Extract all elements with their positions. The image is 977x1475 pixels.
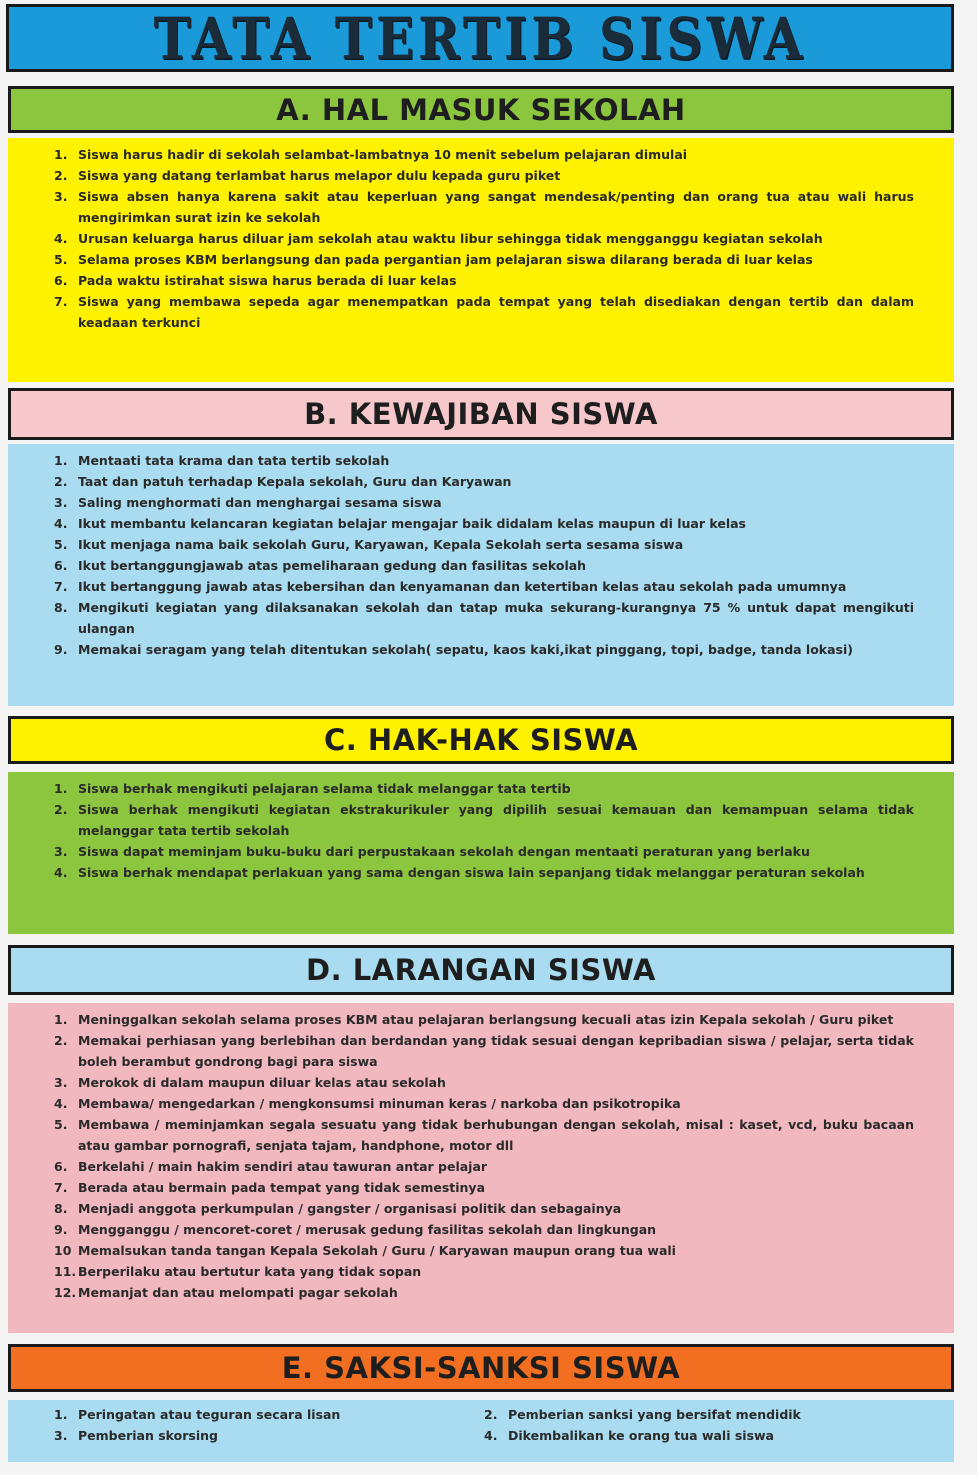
- item-number: 6.: [54, 558, 68, 573]
- section-c-heading: C. HAK-HAK SISWA: [323, 723, 639, 757]
- item-text: Siswa harus hadir di sekolah selambat-lambatnya 10 menit sebelum pelajaran dimulai: [78, 147, 688, 162]
- section-c-header: [8, 716, 954, 764]
- item-number: 8.: [54, 600, 68, 615]
- section-d-body: [8, 1003, 954, 1333]
- list-item: [54, 471, 914, 492]
- item-text: Meninggalkan sekolah selama proses KBM atau pelajaran berlangsung kecuali atas izin Kepala sekolah / Guru piket: [78, 1012, 894, 1027]
- section-e-columns: [54, 1404, 914, 1446]
- item-number: 10: [54, 1243, 72, 1258]
- item-text: Urusan keluarga harus diluar jam sekolah atau waktu libur sehingga tidak mengganggu kegiatan sekolah: [78, 231, 823, 246]
- list-item: [54, 1009, 914, 1030]
- list-item: [54, 1240, 914, 1261]
- item-number: 11.: [54, 1264, 77, 1279]
- list-item: [54, 576, 914, 597]
- title-banner: [6, 4, 954, 72]
- item-text: Siswa berhak mengikuti kegiatan ekstrakurikuler yang dipilih sesuai kemauan dan kemampuan selama tidak melanggar tata tertib sekolah: [78, 802, 914, 838]
- list-item: [484, 1404, 914, 1425]
- item-text: Memakai perhiasan yang berlebihan dan berdandan yang tidak sesuai dengan kepribadian siswa / pelajar, serta tidak boleh berambut gondrong bagi para siswa: [78, 1033, 914, 1069]
- item-text: Pemberian sanksi yang bersifat mendidik: [508, 1407, 801, 1422]
- list-item: [54, 841, 914, 862]
- section-b-body: [8, 444, 954, 706]
- item-text: Membawa / meminjamkan segala sesuatu yang tidak berhubungan dengan sekolah, misal : kaset, vcd, buku bacaan atau gambar pornografi, senjata tajam, handphone, motor dll: [78, 1117, 914, 1153]
- item-text: Siswa berhak mengikuti pelajaran selama tidak melanggar tata tertib: [78, 781, 571, 796]
- item-number: 3.: [54, 1075, 68, 1090]
- item-number: 7.: [54, 294, 68, 309]
- list-item: [54, 1219, 914, 1240]
- item-text: Berada atau bermain pada tempat yang tidak semestinya: [78, 1180, 486, 1195]
- item-number: 7.: [54, 1180, 68, 1195]
- section-c-body: [8, 772, 954, 934]
- list-item: [54, 1425, 484, 1446]
- item-text: Mentaati tata krama dan tata tertib sekolah: [78, 453, 390, 468]
- item-text: Membawa/ mengedarkan / mengkonsumsi minuman keras / narkoba dan psikotropika: [78, 1096, 681, 1111]
- item-text: Memanjat dan atau melompati pagar sekolah: [78, 1285, 398, 1300]
- item-number: 4.: [54, 1096, 68, 1111]
- list-item: [54, 144, 914, 165]
- list-item: [54, 1030, 914, 1072]
- list-item: [54, 1261, 914, 1282]
- section-e-heading: E. SAKSI-SANKSI SISWA: [281, 1351, 681, 1385]
- item-text: Selama proses KBM berlangsung dan pada pergantian jam pelajaran siswa dilarang berada di luar kelas: [78, 252, 813, 267]
- list-item: [54, 597, 914, 639]
- item-number: 6.: [54, 1159, 68, 1174]
- item-number: 3.: [54, 189, 68, 204]
- list-item: [54, 862, 914, 883]
- list-item: [54, 1114, 914, 1156]
- list-item: [54, 1198, 914, 1219]
- list-item: [54, 228, 914, 249]
- section-b-heading: B. KEWAJIBAN SISWA: [304, 397, 658, 431]
- section-e-list-right: [484, 1404, 914, 1446]
- item-text: Berperilaku atau bertutur kata yang tidak sopan: [78, 1264, 422, 1279]
- section-a-body: [8, 138, 954, 382]
- item-text: Saling menghormati dan menghargai sesama siswa: [78, 495, 442, 510]
- item-text: Siswa yang datang terlambat harus melapor dulu kepada guru piket: [78, 168, 561, 183]
- item-number: 4.: [54, 516, 68, 531]
- item-number: 2.: [54, 168, 68, 183]
- item-text: Siswa absen hanya karena sakit atau keperluan yang sangat mendesak/penting dan orang tua atau wali harus mengirimkan surat izin ke sekolah: [78, 189, 914, 225]
- item-number: 2.: [54, 474, 68, 489]
- section-b-list: [54, 450, 914, 660]
- item-text: Mengganggu / mencoret-coret / merusak gedung fasilitas sekolah dan lingkungan: [78, 1222, 657, 1237]
- list-item: [54, 555, 914, 576]
- item-text: Berkelahi / main hakim sendiri atau tawuran antar pelajar: [78, 1159, 488, 1174]
- item-text: Ikut bertanggung jawab atas kebersihan dan kenyamanan dan ketertiban kelas atau sekolah pada umumnya: [78, 579, 847, 594]
- item-number: 1.: [54, 453, 68, 468]
- item-number: 3.: [54, 1428, 68, 1443]
- list-item: [54, 249, 914, 270]
- list-item: [54, 1093, 914, 1114]
- item-number: 8.: [54, 1201, 68, 1216]
- item-text: Ikut bertanggungjawab atas pemeliharaan gedung dan fasilitas sekolah: [78, 558, 587, 573]
- section-d-heading: D. LARANGAN SISWA: [306, 953, 656, 987]
- item-number: 4.: [54, 865, 68, 880]
- item-number: 1.: [54, 1012, 68, 1027]
- list-item: [54, 270, 914, 291]
- item-number: 12.: [54, 1285, 77, 1300]
- list-item: [54, 534, 914, 555]
- list-item: [54, 1404, 484, 1425]
- section-b-header: [8, 388, 954, 440]
- item-text: Merokok di dalam maupun diluar kelas atau sekolah: [78, 1075, 446, 1090]
- item-text: Siswa yang membawa sepeda agar menempatkan pada tempat yang telah disediakan dengan tertib dan dalam keadaan terkunci: [78, 294, 914, 330]
- list-item: [54, 165, 914, 186]
- item-text: Ikut membantu kelancaran kegiatan belajar mengajar baik didalam kelas maupun di luar kelas: [78, 516, 746, 531]
- item-number: 1.: [54, 147, 68, 162]
- item-number: 1.: [54, 781, 68, 796]
- item-number: 2.: [54, 802, 68, 817]
- list-item: [54, 513, 914, 534]
- section-d-header: [8, 945, 954, 995]
- list-item: [54, 1177, 914, 1198]
- item-number: 5.: [54, 252, 68, 267]
- item-text: Taat dan patuh terhadap Kepala sekolah, Guru dan Karyawan: [78, 474, 512, 489]
- item-text: Memalsukan tanda tangan Kepala Sekolah / Guru / Karyawan maupun orang tua wali: [78, 1243, 676, 1258]
- list-item: [54, 1156, 914, 1177]
- section-a-header: [8, 86, 954, 133]
- section-c-list: [54, 778, 914, 883]
- list-item: [54, 186, 914, 228]
- item-number: 5.: [54, 537, 68, 552]
- item-number: 2.: [54, 1033, 68, 1048]
- item-text: Mengikuti kegiatan yang dilaksanakan sekolah dan tatap muka sekurang-kurangnya 75 % untuk dapat mengikuti ulangan: [78, 600, 914, 636]
- item-number: 9.: [54, 1222, 68, 1237]
- section-e-list-left: [54, 1404, 484, 1446]
- list-item: [484, 1425, 914, 1446]
- section-a-heading: A. HAL MASUK SEKOLAH: [276, 92, 686, 127]
- item-text: Pada waktu istirahat siswa harus berada di luar kelas: [78, 273, 457, 288]
- item-text: Dikembalikan ke orang tua wali siswa: [508, 1428, 774, 1443]
- item-text: Ikut menjaga nama baik sekolah Guru, Karyawan, Kepala Sekolah serta sesama siswa: [78, 537, 684, 552]
- item-text: Menjadi anggota perkumpulan / gangster / organisasi politik dan sebagainya: [78, 1201, 622, 1216]
- poster-title: TATA TERTIB SISWA: [153, 4, 807, 72]
- item-number: 4.: [54, 231, 68, 246]
- item-number: 3.: [54, 495, 68, 510]
- list-item: [54, 1282, 914, 1303]
- item-text: Peringatan atau teguran secara lisan: [78, 1407, 341, 1422]
- item-number: 5.: [54, 1117, 68, 1132]
- item-number: 9.: [54, 642, 68, 657]
- list-item: [54, 799, 914, 841]
- item-text: Siswa dapat meminjam buku-buku dari perpustakaan sekolah dengan mentaati peraturan yang berlaku: [78, 844, 810, 859]
- section-e-body: [8, 1400, 954, 1462]
- item-text: Memakai seragam yang telah ditentukan sekolah( sepatu, kaos kaki,ikat pinggang, topi, badge, tanda lokasi): [78, 642, 853, 657]
- item-number: 3.: [54, 844, 68, 859]
- list-item: [54, 492, 914, 513]
- item-text: Siswa berhak mendapat perlakuan yang sama dengan siswa lain sepanjang tidak melanggar peraturan sekolah: [78, 865, 865, 880]
- list-item: [54, 778, 914, 799]
- item-number: 7.: [54, 579, 68, 594]
- section-e-header: [8, 1344, 954, 1392]
- item-text: Pemberian skorsing: [78, 1428, 218, 1443]
- list-item: [54, 639, 914, 660]
- list-item: [54, 291, 914, 333]
- item-number: 1.: [54, 1407, 68, 1422]
- section-a-list: [54, 144, 914, 333]
- section-d-list: [54, 1009, 914, 1303]
- item-number: 6.: [54, 273, 68, 288]
- item-number: 2.: [484, 1407, 498, 1422]
- item-number: 4.: [484, 1428, 498, 1443]
- list-item: [54, 450, 914, 471]
- list-item: [54, 1072, 914, 1093]
